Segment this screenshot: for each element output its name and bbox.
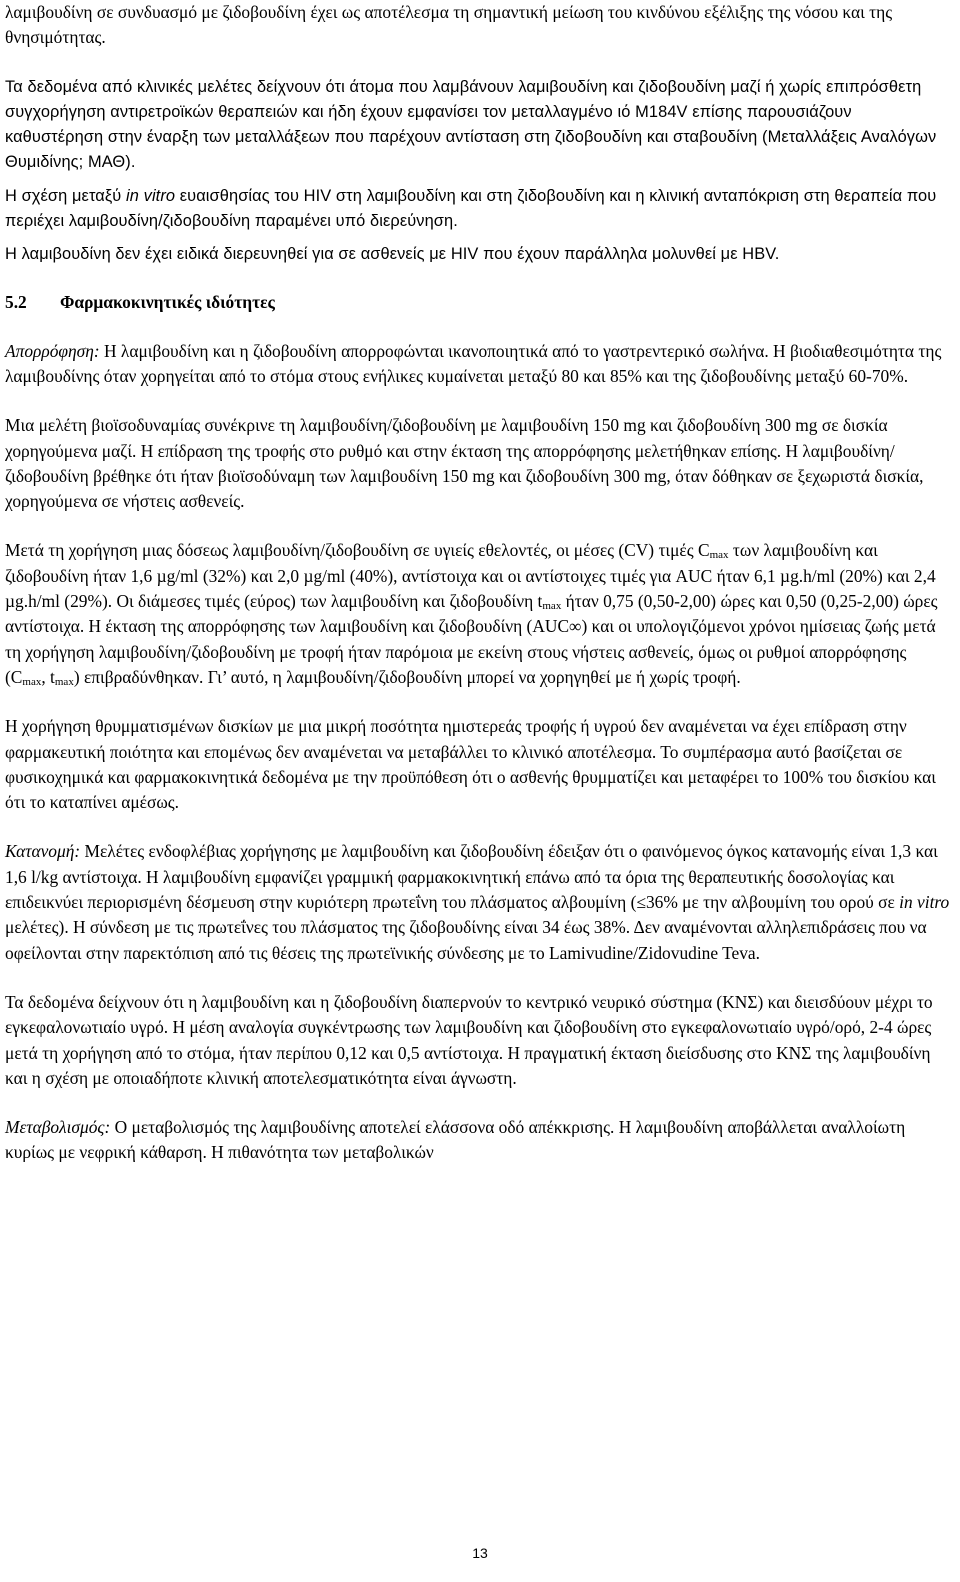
section-heading bbox=[5, 290, 950, 315]
section-number: 5.2 bbox=[5, 291, 27, 312]
paragraph-cns: Τα δεδομένα δείχνουν ότι η λαμιβουδίνη και η ζιδοβουδίνη διαπερνούν το κεντρικό νευρικό σύστημα (ΚΝΣ) και διεισδύουν μέχρι το εγκεφαλονωτιαίο υγρό. Η μέση αναλογία συγκέντρωσης των λαμιβουδίνη και ζιδοβουδίνη στο εγκεφαλονωτιαίο υγρό/ορό, 2-4 ώρες μετά τη χορήγηση από το στόμα, ήταν περίπου 0,12 και 0,5 αντίστοιχα. Η πραγματική έκταση διείσδυσης στο ΚΝΣ της λαμιβουδίνη και η σχέση με οποιαδήποτε κλινική αποτελεσματικότητα είναι άγνωστη. bbox=[5, 991, 933, 1088]
paragraph-absorption: Απορρόφηση: Η λαμιβουδίνη και η ζιδοβουδίνη απορροφώνται ικανοποιητικά από το γαστρεντερικό σωλήνα. Η βιοδιαθεσιμότητα της λαμιβουδίνης όταν χορηγείται από το στόμα στους ενήλικες κυμαίνεται μεταξύ 80 και 85% και της ζιδοβουδίνης μεταξύ 60-70%. bbox=[5, 340, 942, 386]
label-distribution: Κατανομή: bbox=[5, 841, 81, 862]
paragraph-in-vitro-sensitivity: Η σχέση μεταξύ in vitro ευαισθησίας του HIV στη λαμιβουδίνη και στη ζιδοβουδίνη και η κλινική ανταπόκριση στη θεραπεία που περιέχει λαμιβουδίνη/ζιδοβουδίνη παραμένει υπό διερεύνηση. bbox=[5, 186, 937, 231]
paragraph-bioequivalence: Μια μελέτη βιοϊσοδυναμίας συνέκρινε τη λαμιβουδίνη/ζιδοβουδίνη με λαμιβουδίνη 150 mg και ζιδοβουδίνη 300 mg σε δισκία χορηγούμενα μαζί. Η επίδραση της τροφής στο ρυθμό και στην έκταση της απορρόφησης μελετήθηκαν επίσης. Η λαμιβουδίνη/ζιδοβουδίνη βρέθηκε ότι ήταν βιοϊσοδύναμη των λαμιβουδίνη 150 mg και ζιδοβουδίνη 300 mg, όταν δόθηκαν σε ξεχωριστά δισκία, χορηγούμενα σε νήστεις ασθενείς. bbox=[5, 415, 924, 512]
page-number: 13 bbox=[472, 1545, 488, 1561]
document-page bbox=[5, 0, 950, 1166]
paragraph-intro: λαμιβουδίνη σε συνδυασμό με ζιδοβουδίνη έχει ως αποτέλεσμα τη σημαντική μείωση του κινδύνου εξέλιξης της νόσου και της θνησιμότητας. bbox=[5, 2, 893, 48]
label-metabolism: Μεταβολισμός: bbox=[5, 1117, 111, 1138]
paragraph-hbv: Η λαμιβουδίνη δεν έχει ειδικά διερευνηθεί για σε ασθενείς με HIV που έχουν παράλληλα μολυνθεί με HBV. bbox=[5, 245, 780, 264]
paragraph-metabolism: Μεταβολισμός: Ο μεταβολισμός της λαμιβουδίνης αποτελεί ελάσσονα οδό απέκκρισης. Η λαμιβουδίνη αποβάλλεται αναλλοίωτη κυρίως με νεφρική κάθαρση. Η πιθανότητα των μεταβολικών bbox=[5, 1117, 906, 1163]
paragraph-clinical-studies: Τα δεδομένα από κλινικές μελέτες δείχνουν ότι άτομα που λαμβάνουν λαμιβουδίνη και ζιδοβουδίνη μαζί ή χωρίς επιπρόσθετη συγχορήγηση αντιρετροϊκών θεραπειών και ήδη έχουν εμφανίσει τον μεταλλαγμένο ιό M184V επίσης παρουσιάζουν καθυστέρηση στην έναρξη των μεταλλάξεων που παρέχουν αντίσταση στη ζιδοβουδίνη και σταβουδίνη (Μεταλλάξεις Αναλόγων Θυμιδίνης; ΜΑΘ). bbox=[5, 77, 937, 172]
paragraph-distribution: Κατανομή: Μελέτες ενδοφλέβιας χορήγησης με λαμιβουδίνη και ζιδοβουδίνη έδειξαν ότι ο φαινόμενος όγκος κατανομής είναι 1,3 και 1,6 l/kg αντίστοιχα. Η λαμιβουδίνη εμφανίζει γραμμική φαρμακοκινητική επάνω από τα όρια της θεραπευτικής δοσολογίας και επιδεικνύει περιορισμένη δέσμευση στην κυριότερη πρωτεΐνη του πλάσματος αλβουμίνη (≤36% με την αλβουμίνη του ορού σε in vitro μελέτες). Η σύνδεση με τις πρωτεΐνες του πλάσματος της ζιδοβουδίνης είναι 34 έως 38%. Δεν αναμένονται αλληλεπιδράσεις που να οφείλονται στην παρεκτόπιση από τις θέσεις της πρωτεϊνικής σύνδεσης με το Lamivudine/Zidovudine Teva. bbox=[5, 841, 950, 963]
section-title: Φαρμακοκινητικές ιδιότητες bbox=[60, 291, 275, 312]
label-absorption: Απορρόφηση: bbox=[5, 340, 100, 361]
paragraph-crushed-tablets: Η χορήγηση θρυμματισμένων δισκίων με μια μικρή ποσότητα ημιστερεάς τροφής ή υγρού δεν αναμένεται να έχει επίδραση στην φαρμακευτική ποιότητα και επομένως δεν αναμένεται να μεταβάλλει το κλινικό αποτέλεσμα. Το συμπέρασμα αυτό βασίζεται σε φυσικοχημικά και φαρμακοκινητικά δεδομένα με την προϋπόθεση ότι ο ασθενής θρυμματίζει και μεταφέρει το 100% του δισκίου και ότι το καταπίνει αμέσως. bbox=[5, 716, 936, 813]
paragraph-pk-values: Μετά τη χορήγηση μιας δόσεως λαμιβουδίνη/ζιδοβουδίνη σε υγιείς εθελοντές, οι μέσες (CV) τιμές $C_{max}$ των λαμιβουδίνη και ζιδοβουδίνη ήταν 1,6 µg/ml (32%) και 2,0 µg/ml (40%), αντίστοιχα και οι αντίστοιχες τιμές για AUC ήταν 6,1 µg.h/ml (20%) και 2,4 µg.h/ml (29%). Οι διάμεσες τιμές (εύρος) των λαμιβουδίνη και ζιδοβουδίνη $t_{max}$ ήταν 0,75 (0,50-2,00) ώρες και 0,50 (0,25-2,00) ώρες αντίστοιχα. Η έκταση της απορρόφησης των λαμιβουδίνη και ζιδοβουδίνη (AUC∞) και οι υπολογιζόμενοι χρόνοι ημίσειας ζωής μετά τη χορήγηση λαμιβουδίνη/ζιδοβουδίνη με τροφή ήταν παρόμοια με εκείνη στους νήστεις ασθενείς, όμως οι ρυθμοί απορρόφησης ($C_{max}$, $t_{max}$) επιβραδύνθηκαν. Γι’ αυτό, η λαμιβουδίνη/ζιδοβουδίνη μπορεί να χορηγηθεί με ή χωρίς τροφή. bbox=[5, 540, 938, 688]
